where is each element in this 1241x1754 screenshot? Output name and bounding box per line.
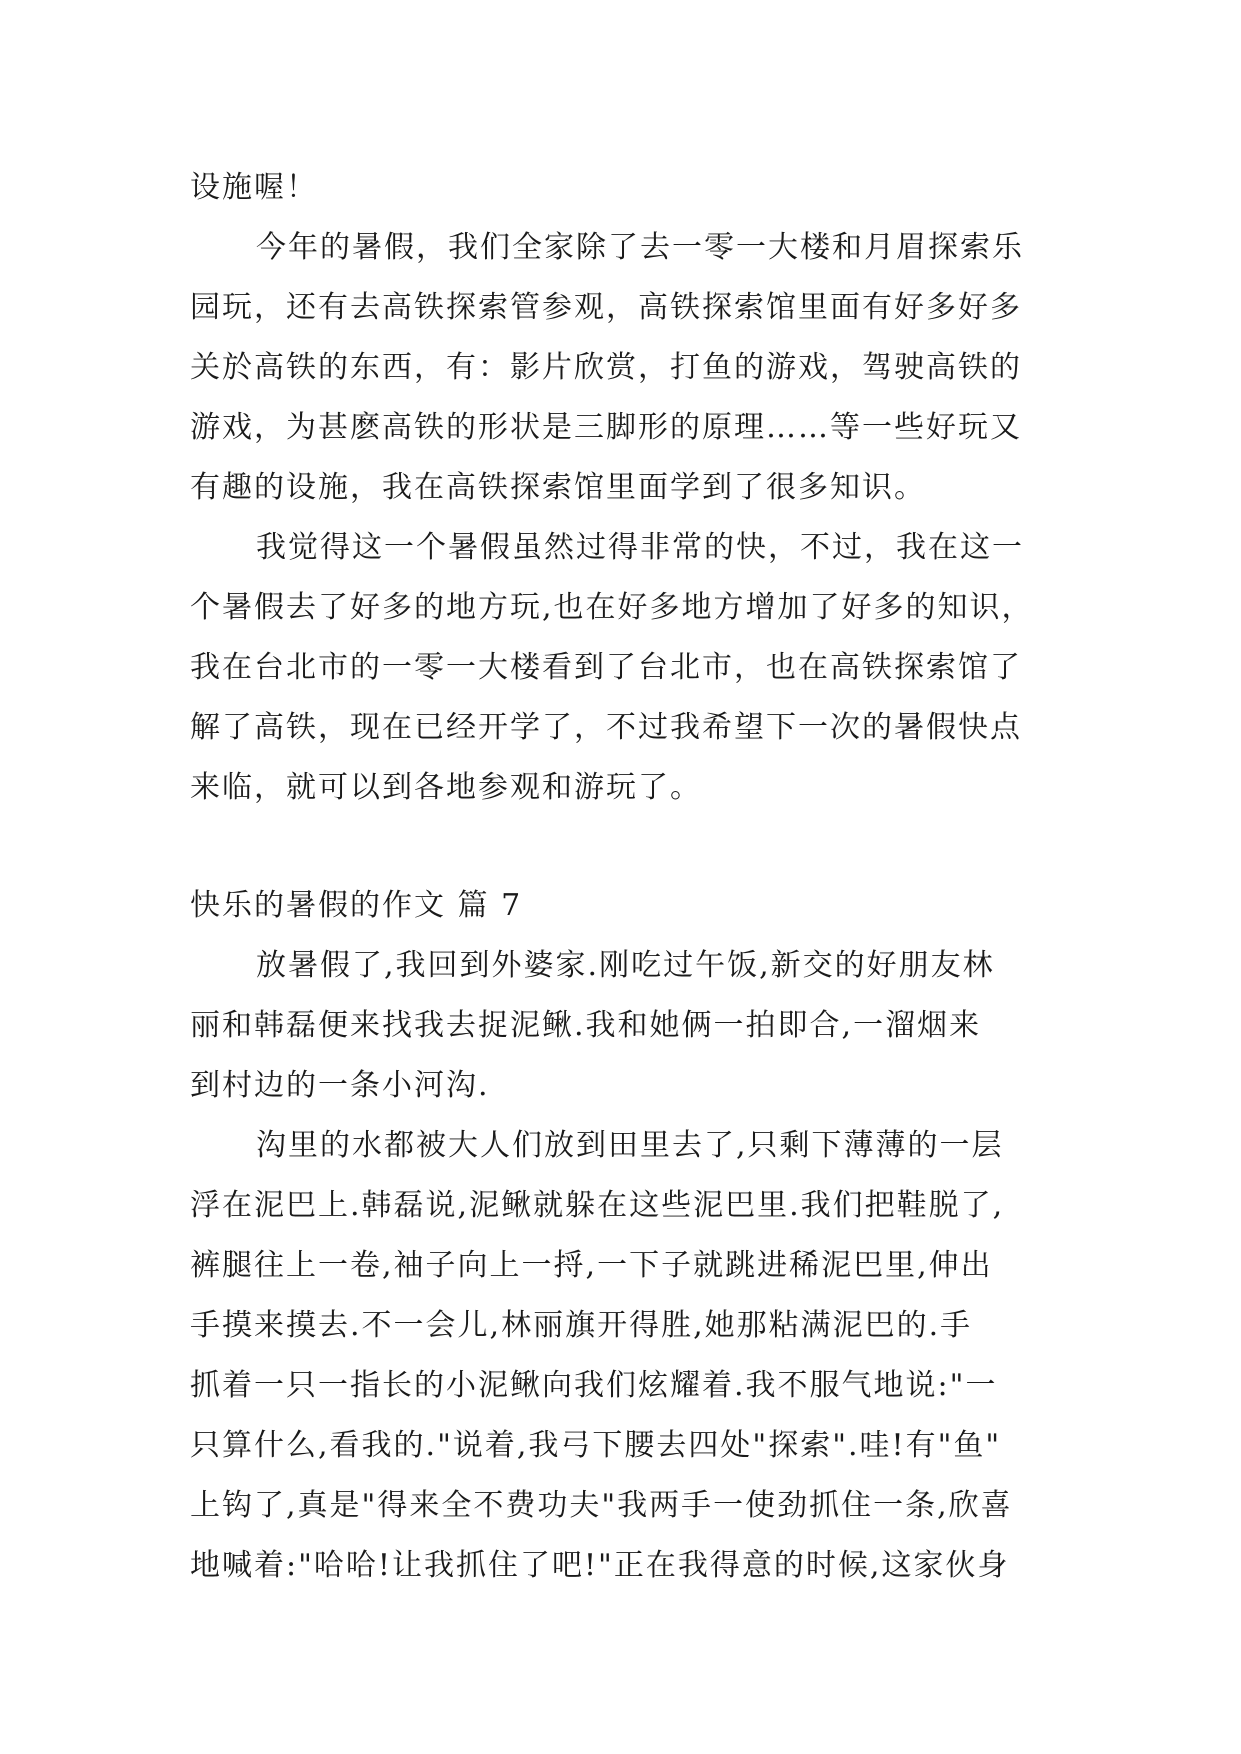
text-line: 我觉得这一个暑假虽然过得非常的快，不过，我在这一: [256, 530, 1024, 565]
text-line: 关於高铁的东西，有：影片欣赏，打鱼的游戏，驾驶高铁的: [190, 350, 1022, 385]
text-line: 手摸来摸去.不一会儿,林丽旗开得胜,她那粘满泥巴的.手: [190, 1308, 973, 1343]
text-line: 裤腿往上一卷,袖子向上一捋,一下子就跳进稀泥巴里,伸出: [190, 1248, 993, 1283]
text-line: 来临，就可以到各地参观和游玩了。: [190, 770, 702, 805]
text-line: 丽和韩磊便来找我去捉泥鳅.我和她俩一拍即合,一溜烟来: [190, 1008, 982, 1043]
paragraph: [190, 518, 1060, 818]
section-title: 快乐的暑假的作文 篇 7: [190, 888, 523, 923]
paragraph: [190, 1116, 1060, 1596]
document-page: [190, 158, 1060, 1596]
paragraph: [190, 936, 1060, 1116]
paragraph: [190, 218, 1060, 518]
section-spacer: [190, 818, 1060, 876]
text-line: 抓着一只一指长的小泥鳅向我们炫耀着.我不服气地说:"一: [190, 1368, 998, 1403]
text-line: 个暑假去了好多的地方玩,也在好多地方增加了好多的知识，: [190, 590, 1034, 625]
text-line: 放暑假了,我回到外婆家.刚吃过午饭,新交的好朋友林: [256, 948, 995, 983]
text-line: 设施喔！: [190, 170, 318, 205]
text-line: 游戏，为甚麽高铁的形状是三脚形的原理……等一些好玩又: [190, 410, 1022, 445]
text-line: 浮在泥巴上.韩磊说,泥鳅就躲在这些泥巴里.我们把鞋脱了,: [190, 1188, 1005, 1223]
text-line: 解了高铁，现在已经开学了，不过我希望下一次的暑假快点: [190, 710, 1022, 745]
text-line: 只算什么,看我的."说着,我弓下腰去四处"探索".哇!有"鱼": [190, 1428, 1002, 1463]
text-line: 园玩，还有去高铁探索管参观，高铁探索馆里面有好多好多: [190, 290, 1022, 325]
text-line: 到村边的一条小河沟.: [190, 1068, 490, 1103]
text-line: 今年的暑假，我们全家除了去一零一大楼和月眉探索乐: [256, 230, 1024, 265]
text-line: 上钩了,真是"得来全不费功夫"我两手一使劲抓住一条,欣喜: [190, 1488, 1013, 1523]
text-line: 我在台北市的一零一大楼看到了台北市，也在高铁探索馆了: [190, 650, 1022, 685]
text-line: 地喊着:"哈哈!让我抓住了吧!"正在我得意的时候,这家伙身: [190, 1548, 1010, 1583]
text-line: 沟里的水都被大人们放到田里去了,只剩下薄薄的一层: [256, 1128, 1004, 1163]
text-line: 有趣的设施，我在高铁探索馆里面学到了很多知识。: [190, 470, 926, 505]
